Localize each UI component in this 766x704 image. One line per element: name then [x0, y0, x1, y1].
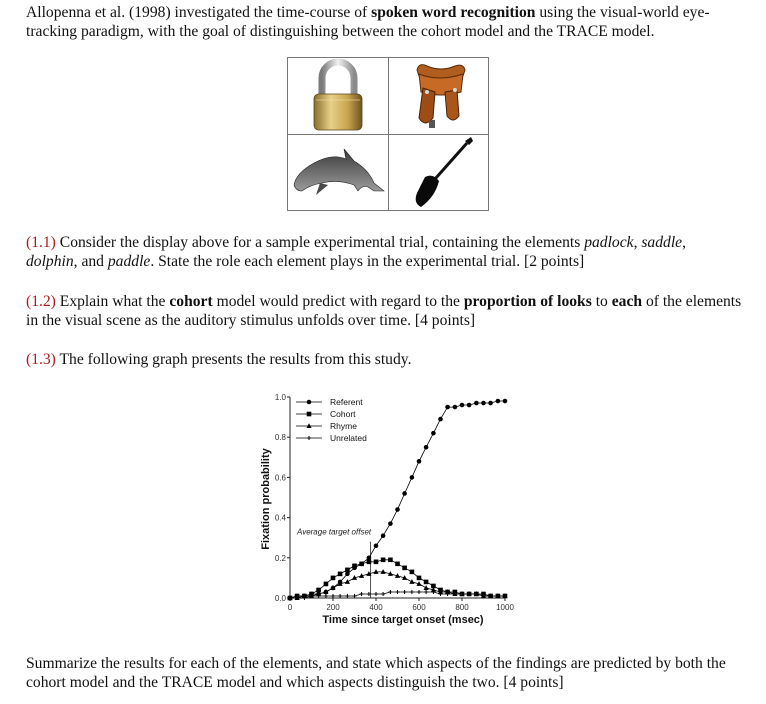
referent-point: [410, 475, 415, 480]
saddle-image: [389, 58, 489, 134]
x-tick-label: 200: [326, 603, 340, 612]
q11-sep-3: , and: [73, 253, 108, 270]
padlock-icon: [288, 58, 388, 134]
cohort-point: [388, 558, 393, 563]
question-1-1: [26, 233, 754, 271]
unrelated-point: [324, 594, 328, 598]
chart-axes: [290, 397, 505, 598]
x-tick-label: 1000: [496, 603, 514, 612]
x-tick-label: 0: [287, 603, 293, 612]
y-tick-label: 1.0: [274, 393, 286, 402]
dolphin-image: [288, 135, 388, 211]
element-padlock: padlock: [584, 234, 634, 251]
referent-point: [474, 401, 479, 406]
legend-label-unrelated: Unrelated: [330, 433, 367, 443]
series-referent: [288, 399, 508, 601]
question-1-2: [26, 292, 754, 330]
referent-point: [424, 445, 429, 450]
referent-line: [290, 401, 505, 598]
rhyme-point: [423, 585, 428, 590]
intro-paragraph: [26, 3, 754, 41]
question-number: (1.1): [26, 234, 56, 251]
intro-text-2: using the visual-world eye-tracking paradigm, with the goal of distinguishing between the cohort model and the TRACE model.: [26, 4, 710, 40]
rhyme-point: [373, 569, 378, 574]
chart-legend: [296, 397, 367, 443]
unrelated-point: [360, 592, 364, 596]
fixation-probability-chart: [256, 388, 516, 630]
referent-point: [445, 405, 450, 410]
question-number: (1.3): [26, 351, 56, 368]
rhyme-point: [380, 569, 385, 574]
referent-point: [374, 543, 379, 548]
rhyme-point: [345, 579, 350, 584]
unrelated-point: [424, 590, 428, 594]
cohort-point: [410, 570, 415, 575]
cohort-point: [417, 576, 422, 581]
q11-text-2: . State the role each element plays in the experimental trial. [2 points]: [150, 253, 585, 270]
y-tick-label: 0.4: [274, 513, 286, 523]
cohort-point: [381, 558, 386, 563]
padlock-image: [288, 58, 388, 134]
referent-point: [438, 417, 443, 422]
visual-world-display: [287, 57, 489, 211]
q12-bold-proportion: proportion of looks: [463, 293, 592, 310]
legend-marker-cohort: [307, 412, 312, 417]
referent-point: [367, 556, 372, 561]
referent-point: [467, 403, 472, 408]
paddle-image: [389, 135, 489, 211]
summary-text: Summarize the results for each of the elements, and state which aspects of the findings are predicted by both the cohort model and the TRACE model and which aspects distinguish the two. [4 points]: [26, 655, 726, 691]
cohort-point: [402, 566, 407, 571]
q11-text-1: Consider the display above for a sample experimental trial, containing the elements: [55, 234, 585, 251]
referent-point: [417, 459, 422, 464]
y-tick-label: 0.2: [274, 553, 286, 563]
legend-label-cohort: Cohort: [330, 409, 356, 419]
intro-bold-term: spoken word recognition: [371, 4, 536, 21]
paddle-icon: [389, 135, 489, 211]
cohort-point: [367, 560, 372, 565]
x-axis-label: Time since target onset (msec): [322, 614, 484, 626]
rhyme-point: [409, 579, 414, 584]
summary-paragraph: [26, 654, 754, 692]
chart-series: [287, 399, 507, 601]
cohort-point: [395, 562, 400, 567]
y-tick-label: 0.8: [274, 433, 286, 443]
x-tick-label: 400: [369, 603, 383, 612]
q12-text-2: model would predict with regard to the: [212, 293, 464, 310]
legend-label-referent: Referent: [330, 397, 363, 407]
unrelated-point: [338, 594, 342, 598]
unrelated-point: [388, 590, 392, 594]
referent-point: [503, 399, 508, 404]
referent-point: [381, 533, 386, 538]
intro-text-1: Allopenna et al. (1998) investigated the time-course of: [26, 4, 372, 21]
referent-point: [453, 405, 458, 410]
cohort-point: [424, 580, 429, 585]
q12-text-1: Explain what the: [55, 293, 170, 310]
referent-point: [496, 399, 501, 404]
y-tick-label: 0.0: [274, 594, 286, 603]
q12-bold-each: each: [611, 293, 643, 310]
unrelated-point: [396, 590, 400, 594]
element-saddle: saddle: [641, 234, 683, 251]
chart-svg: [256, 388, 516, 630]
unrelated-point: [381, 592, 385, 596]
unrelated-point: [410, 590, 414, 594]
unrelated-point: [374, 592, 378, 596]
unrelated-point: [353, 594, 357, 598]
q12-text-4: of the elements in the visual scene as the auditory stimulus unfolds over time. [4 points]: [26, 293, 742, 329]
referent-point: [388, 521, 393, 526]
unrelated-point: [417, 590, 421, 594]
saddle-icon: [389, 58, 489, 134]
referent-point: [431, 431, 436, 436]
legend-marker-referent: [307, 400, 312, 405]
element-paddle: paddle: [107, 253, 151, 270]
question-number: (1.2): [26, 293, 56, 310]
unrelated-point: [403, 590, 407, 594]
y-axis-label: Fixation probability: [260, 448, 272, 550]
q13-text: The following graph presents the results from this study.: [55, 351, 412, 368]
target-offset-label: Average target offset: [297, 527, 372, 537]
series-rhyme: [287, 569, 507, 600]
referent-point: [395, 507, 400, 512]
y-tick-label: 0.6: [274, 473, 286, 483]
legend-marker-unrelated: [307, 436, 311, 440]
element-dolphin: dolphin: [26, 253, 74, 270]
cohort-point: [338, 572, 343, 577]
x-tick-label: 800: [455, 603, 469, 612]
unrelated-point: [331, 594, 335, 598]
x-tick-label: 600: [412, 603, 426, 612]
dolphin-icon: [288, 135, 388, 211]
referent-point: [402, 491, 407, 496]
q12-text-3: to: [591, 293, 612, 310]
unrelated-point: [345, 594, 349, 598]
referent-point: [345, 572, 350, 577]
cohort-point: [331, 576, 336, 581]
cohort-point: [345, 568, 350, 573]
q12-bold-cohort: cohort: [169, 293, 213, 310]
question-1-3: [26, 350, 754, 369]
cohort-point: [324, 582, 329, 587]
referent-point: [460, 403, 465, 408]
q11-sep-2: ,: [682, 234, 686, 251]
referent-point: [488, 401, 493, 406]
cohort-point: [374, 560, 379, 565]
referent-point: [481, 401, 486, 406]
cohort-point: [359, 562, 364, 567]
legend-label-rhyme: Rhyme: [330, 421, 357, 431]
q11-sep-1: ,: [633, 234, 642, 251]
cohort-point: [352, 564, 357, 569]
